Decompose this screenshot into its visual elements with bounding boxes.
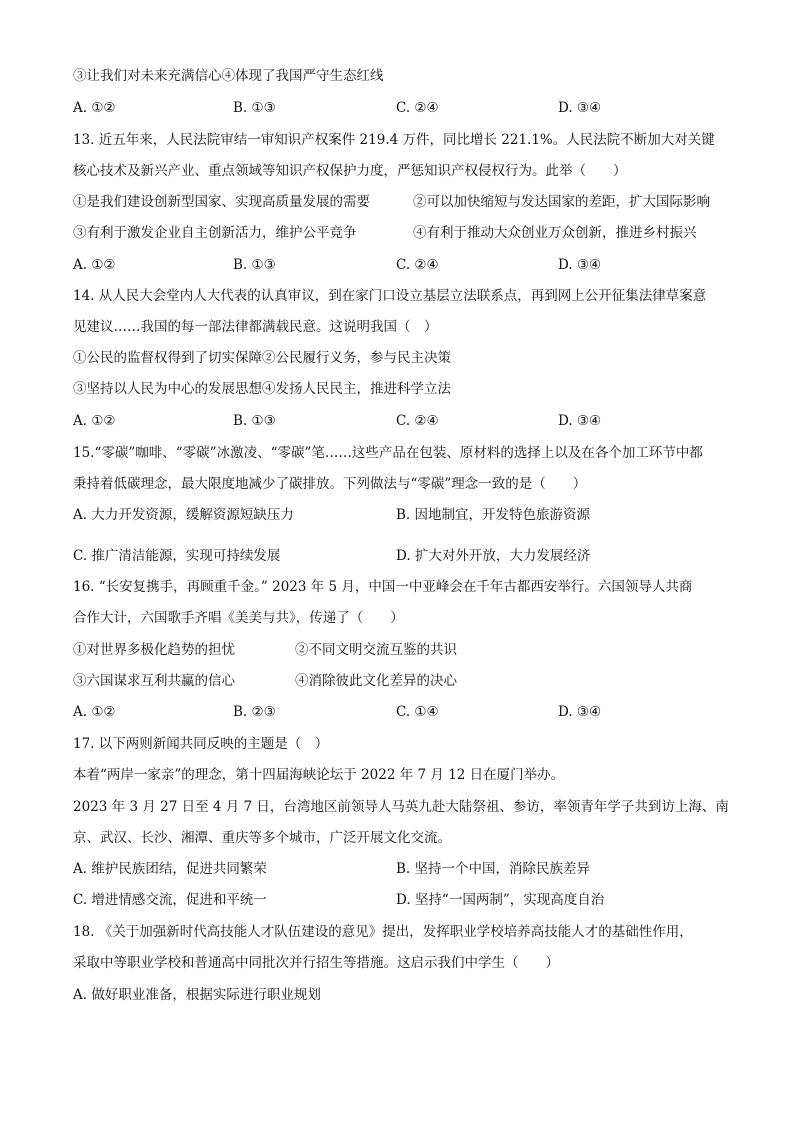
- q13-stem-line1: 13. 近五年来，人民法院审结一审知识产权案件 219.4 万件，同比增长 221.1%。人民法院不断加大对关键: [73, 132, 715, 148]
- q16-option-c[interactable]: C. ①④: [396, 704, 439, 720]
- q15-option-b[interactable]: B. 因地制宜，开发特色旅游资源: [396, 507, 591, 523]
- q16-stem-line2: 合作大计，六国歌手齐唱《美美与共》，传递了（ ）: [73, 610, 404, 626]
- q13-statement-2: ②可以加快缩短与发达国家的差距，扩大国际影响: [413, 194, 710, 210]
- q13-stem-line2: 核心技术及新兴产业、重点领域等知识产权保护力度，严惩知识产权侵权行为。此举（ ）: [73, 163, 627, 179]
- q12-option-b[interactable]: B. ①③: [233, 100, 276, 116]
- q16-option-a[interactable]: A. ①②: [73, 704, 116, 720]
- q12-option-a[interactable]: A. ①②: [73, 100, 116, 116]
- q15-option-c[interactable]: C. 推广清洁能源，实现可持续发展: [73, 548, 281, 564]
- q18-stem-line1: 18. 《关于加强新时代高技能人才队伍建设的意见》提出，发挥职业学校培养高技能人才的基础性作用，: [73, 924, 693, 940]
- q17-stem: 17. 以下两则新闻共同反映的主题是（ ）: [73, 736, 329, 752]
- q17-news-2-line1: 2023 年 3 月 27 日至 4 月 7 日，台湾地区前领导人马英九赴大陆祭祖、参访，率领青年学子共到访上海、南: [73, 799, 729, 815]
- q14-option-a[interactable]: A. ①②: [73, 413, 116, 429]
- q12-options: [73, 98, 753, 118]
- q14-options: [73, 411, 753, 431]
- q13-option-d[interactable]: D. ③④: [558, 257, 602, 273]
- q17-option-d[interactable]: D. 坚持“一国两制”，实现高度自治: [396, 892, 605, 908]
- q13-option-c[interactable]: C. ②④: [396, 257, 439, 273]
- q18-option-a[interactable]: A. 做好职业准备，根据实际进行职业规划: [73, 987, 321, 1003]
- q14-statements-3-4: ③坚持以人民为中心的发展思想④发扬人民民主，推进科学立法: [73, 381, 451, 397]
- q16-statement-1: ①对世界多极化趋势的担忧: [73, 642, 235, 658]
- q13-options: [73, 255, 753, 275]
- q15-option-d[interactable]: D. 扩大对外开放，大力发展经济: [396, 548, 591, 564]
- q14-option-d[interactable]: D. ③④: [558, 413, 602, 429]
- q13-statement-3: ③有利于激发企业自主创新活力，维护公平竞争: [73, 225, 357, 241]
- q16-statements-row2: [73, 671, 753, 691]
- q16-option-b[interactable]: B. ②③: [233, 704, 276, 720]
- q14-option-b[interactable]: B. ①③: [233, 413, 276, 429]
- q18-stem-line2: 采取中等职业学校和普通高中同批次并行招生等措施。这启示我们中学生（ ）: [73, 955, 559, 971]
- q13-statement-4: ④有利于推动大众创业万众创新，推进乡村振兴: [413, 225, 697, 241]
- q16-options: [73, 702, 753, 722]
- q15-option-a[interactable]: A. 大力开发资源，缓解资源短缺压力: [73, 507, 294, 523]
- q15-options-row2: [73, 546, 753, 566]
- q14-statements-1-2: ①公民的监督权得到了切实保障②公民履行义务，参与民主决策: [73, 350, 451, 366]
- q17-option-b[interactable]: B. 坚持一个中国，消除民族差异: [396, 861, 591, 877]
- q14-stem-line2: 见建议……我国的每一部法律都满载民意。这说明我国（ ）: [73, 319, 438, 335]
- q12-statements: ③让我们对未来充满信心④体现了我国严守生态红线: [73, 68, 384, 84]
- q16-stem-line1: 16. “长安复携手，再顾重千金。” 2023 年 5 月，中国一中亚峰会在千年古都西安举行。六国领导人共商: [73, 579, 693, 595]
- q16-statement-3: ③六国谋求互利共赢的信心: [73, 673, 235, 689]
- q16-statement-4: ④消除彼此文化差异的决心: [295, 673, 457, 689]
- q16-statements-row1: [73, 640, 753, 660]
- q13-statements-row2: [73, 223, 753, 243]
- q14-stem-line1: 14. 从人民大会堂内人大代表的认真审议，到在家门口设立基层立法联系点，再到网上公开征集法律草案意: [73, 288, 707, 304]
- q13-statements-row1: [73, 192, 753, 212]
- q14-option-c[interactable]: C. ②④: [396, 413, 439, 429]
- q17-options-row2: [73, 890, 753, 910]
- q17-option-c[interactable]: C. 增进情感交流，促进和平统一: [73, 892, 267, 908]
- q17-news-1: 本着“两岸一家亲”的理念，第十四届海峡论坛于 2022 年 7 月 12 日在厦门举办。: [73, 767, 565, 783]
- q16-option-d[interactable]: D. ③④: [558, 704, 602, 720]
- q17-options-row1: [73, 859, 753, 879]
- q13-option-a[interactable]: A. ①②: [73, 257, 116, 273]
- q15-stem-line2: 秉持着低碳理念，最大限度地减少了碳排放。下列做法与“零碳”理念一致的是（ ）: [73, 476, 587, 492]
- q17-news-2-line2: 京、武汉、长沙、湘潭、重庆等多个城市，广泛开展文化交流。: [73, 830, 451, 846]
- q17-option-a[interactable]: A. 维护民族团结，促进共同繁荣: [73, 861, 267, 877]
- q13-statement-1: ①是我们建设创新型国家、实现高质量发展的需要: [73, 194, 370, 210]
- q15-stem-line1: 15.“零碳”咖啡、“零碳”冰激凌、“零碳”笔……这些产品在包装、原材料的选择上以及在各个加工环节中都: [73, 445, 703, 461]
- q15-options-row1: [73, 505, 753, 525]
- q12-option-d[interactable]: D. ③④: [558, 100, 602, 116]
- q16-statement-2: ②不同文明交流互鉴的共识: [295, 642, 457, 658]
- q12-option-c[interactable]: C. ②④: [396, 100, 439, 116]
- q13-option-b[interactable]: B. ①③: [233, 257, 276, 273]
